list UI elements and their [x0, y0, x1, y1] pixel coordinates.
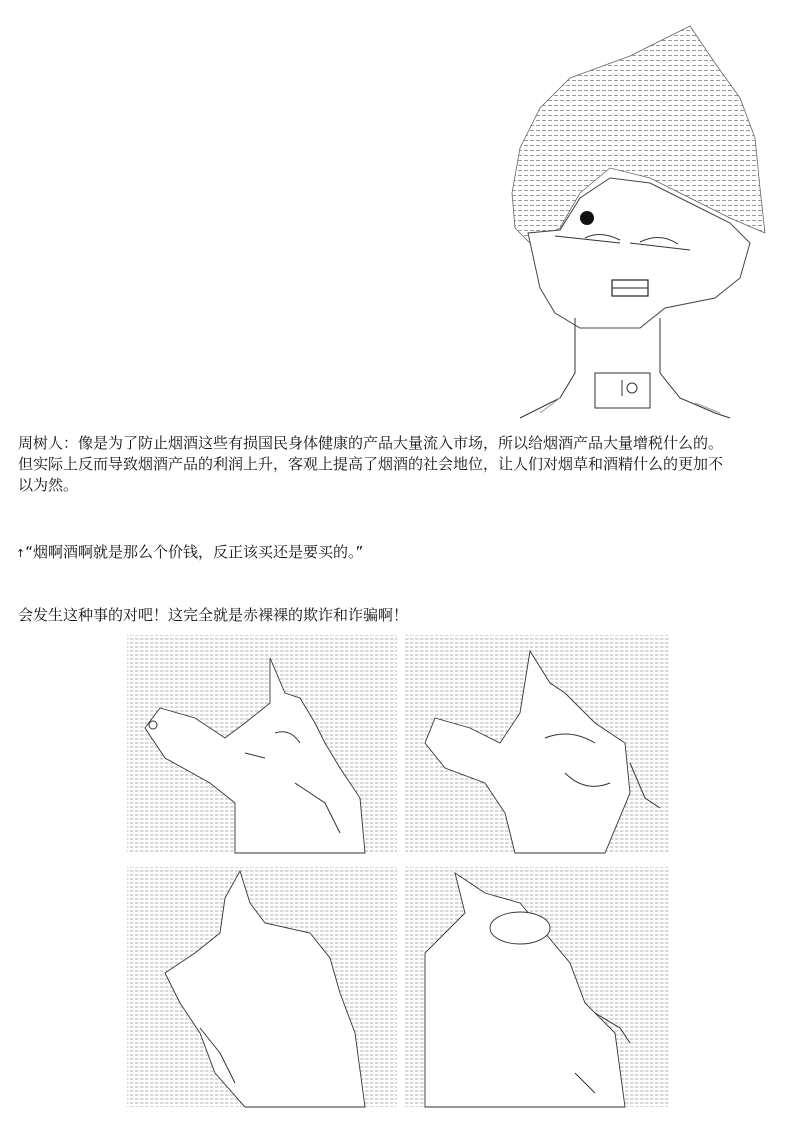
quote-text: “烟啊酒啊就是那么个价钱，反正该买还是要买的。”	[25, 543, 364, 561]
exclaim-line	[18, 605, 408, 626]
four-panel-ascii-art	[125, 633, 673, 1111]
paragraph-zhou-shuren	[18, 433, 788, 496]
paragraph-line-2: 但实际上反而导致烟酒产品的利润上升，客观上提高了烟酒的社会地位，让人们对烟草和酒精什么的更加不	[18, 455, 724, 473]
quote-mark: ↑	[16, 547, 26, 560]
eye-icon	[580, 211, 594, 225]
exclaim-text: 会发生这种事的对吧！这完全就是赤裸裸的欺诈和诈骗啊！	[18, 606, 409, 624]
character-ascii-art	[500, 18, 790, 428]
paragraph-line-1: 周树人：像是为了防止烟酒这些有损国民身体健康的产品大量流入市场，所以给烟酒产品大量增税什么的。	[18, 434, 724, 452]
ascii-art-four-panel-icon	[125, 633, 673, 1111]
ascii-art-character-icon	[500, 18, 790, 428]
quote-line	[16, 542, 363, 564]
paragraph-line-3: 以为然。	[18, 476, 79, 494]
